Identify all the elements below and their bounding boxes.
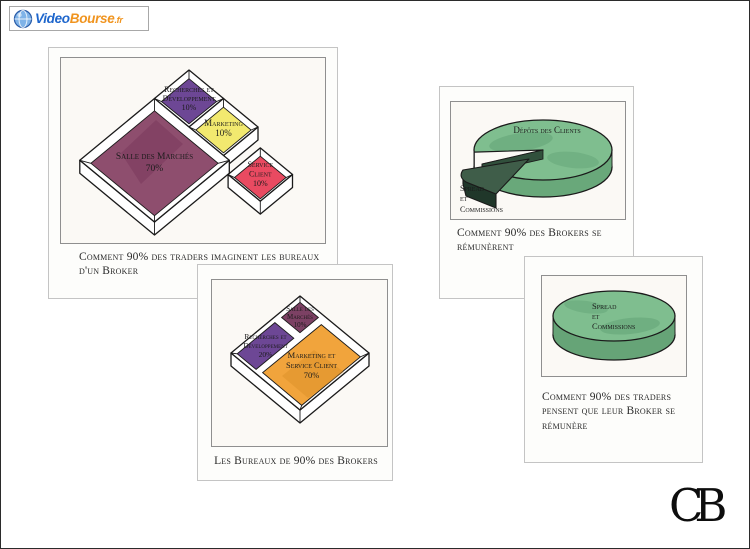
chart-bureaux-imagines-frame xyxy=(60,57,326,244)
caption-line: Comment 90% des traders xyxy=(542,391,672,403)
segment-label: 20% xyxy=(258,350,273,359)
segment-label: Spread xyxy=(592,301,617,311)
caption-line: Les Bureaux de 90% des Brokers xyxy=(214,455,378,467)
videobourse-logo[interactable] xyxy=(9,6,149,31)
chart-bureaux-reels-frame xyxy=(211,279,388,447)
chart-remuneration-imaginee-frame xyxy=(541,275,687,377)
caption-remuneration-brokers xyxy=(457,226,629,255)
logo-text-video: Video xyxy=(35,11,70,26)
segment-label: et xyxy=(460,194,468,203)
caption-line: rémunèrent xyxy=(457,241,514,254)
logo-text-fr: .fr xyxy=(114,15,123,25)
chart-remuneration-brokers-frame xyxy=(450,101,626,220)
treemap-bureaux-imagines xyxy=(61,58,325,243)
globe-icon xyxy=(13,9,33,29)
segment-label: 10% xyxy=(215,128,232,138)
segment-label: Service Client xyxy=(285,360,338,370)
panel-bureaux-reels xyxy=(197,264,393,481)
caption-line: Comment 90% des traders imaginent les bureaux xyxy=(79,251,320,263)
segment-label: et xyxy=(592,311,600,321)
logo-text-bourse: Bourse xyxy=(69,11,115,26)
caption-line: d'un Broker xyxy=(79,265,139,278)
segment-label: 10% xyxy=(252,179,268,188)
segment-label: Recherches et xyxy=(244,332,287,341)
segment-label: Service xyxy=(247,160,274,169)
segment-label: Commissions xyxy=(592,321,636,331)
segment-label: Dépôts des Clients xyxy=(513,125,581,135)
treemap-bureaux-reels xyxy=(212,280,387,446)
panel-bureaux-imagines xyxy=(48,47,338,299)
segment-label: Marchés xyxy=(287,313,313,321)
segment-label: Salle des Marchés xyxy=(115,152,194,162)
segment-label: Salle des xyxy=(286,305,314,313)
segment-label: Marketing xyxy=(204,118,243,128)
segment-label: Recherches et xyxy=(164,85,214,94)
pie-remuneration-brokers xyxy=(451,102,625,219)
caption-line: Comment 90% des Brokers se xyxy=(457,227,602,239)
segment-label: 70% xyxy=(145,164,164,174)
segment-label: Client xyxy=(248,169,272,179)
segment-label: Développement xyxy=(162,94,216,103)
caption-line: rémunère xyxy=(542,419,588,432)
caption-line: pensent que leur Broker se xyxy=(542,405,676,418)
segment-label: 10% xyxy=(293,321,307,329)
artist-signature: CB xyxy=(669,479,719,532)
logo-text xyxy=(35,11,123,26)
segment-label: 70% xyxy=(303,370,320,380)
segment-label: Commissions xyxy=(460,205,504,214)
caption-bureaux-reels xyxy=(204,454,388,468)
segment-label: Spread xyxy=(460,184,485,193)
segment-label: Développement xyxy=(243,341,288,350)
segment-label: 10% xyxy=(181,103,197,112)
panel-remuneration-imaginee xyxy=(524,256,703,463)
cylinder-remuneration-imaginee xyxy=(542,276,686,376)
segment-label: Marketing et xyxy=(287,350,336,360)
caption-remuneration-imaginee xyxy=(542,390,694,433)
